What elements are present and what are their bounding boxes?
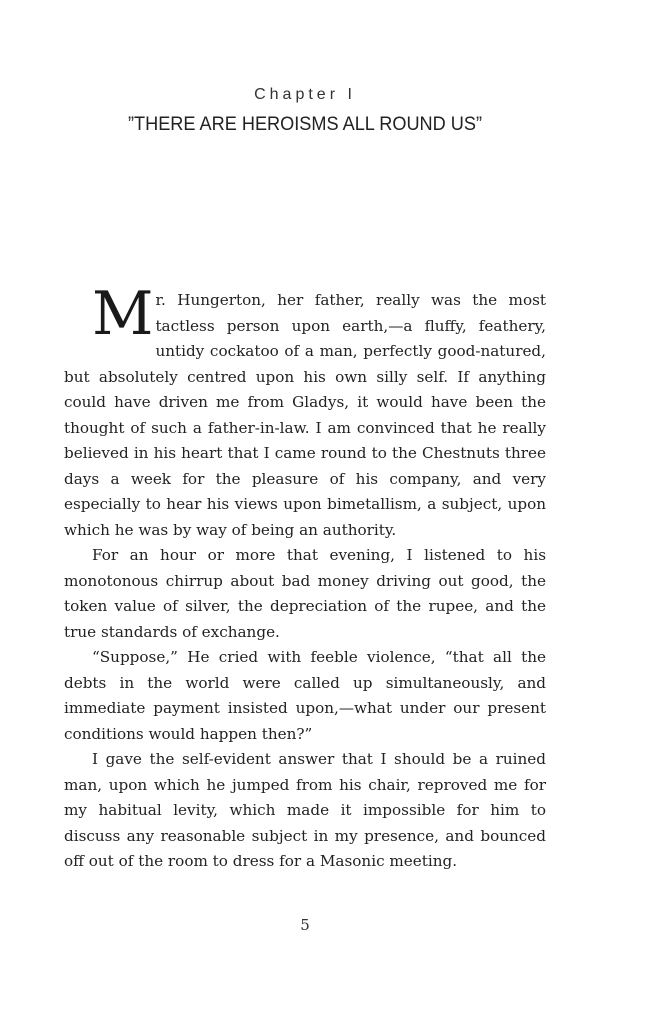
paragraph-1 <box>64 279 546 543</box>
drop-cap: M <box>92 279 154 349</box>
paragraph-3: “Suppose,” He cried with feeble violence, “that all the debts in the world were called up simultaneously, and immediate payment insisted upon,—what under our present conditions would happen then?” <box>64 648 546 743</box>
page-number: 5 <box>300 916 310 934</box>
paragraph-4: I gave the self-evident answer that I should be a ruined man, upon which he jumped from his chair, reproved me for my habitual levity, which made it impossible for him to discuss any reasonable subject in my presence, and bounced off out of the room to dress for a Masonic meeting. <box>64 750 546 870</box>
paragraph-2: For an hour or more that evening, I listened to his monotonous chirrup about bad money driving out good, the token value of silver, the depreciation of the rupee, and the true standards of exchange. <box>64 546 546 641</box>
chapter-label: Chapter I <box>254 86 356 103</box>
chapter-title: ”THERE ARE HEROISMS ALL ROUND US” <box>127 113 483 135</box>
paragraph-1-text: r. Hungerton, her father, really was the most tactless person upon earth,—a fluffy, feathery, untidy cockatoo of a man, perfectly good-natured, but absolutely centred upon his own silly self. If anything could have driven me from Gladys, it would have been the thought of such a father-in-law. I am convinced that he really believed in his heart that I came round to the Chestnuts three days a week for the pleasure of his company, and very especially to hear his views upon bimetallism, a subject, upon which he was by way of being an authority. <box>64 291 546 539</box>
chapter-body <box>64 279 546 875</box>
